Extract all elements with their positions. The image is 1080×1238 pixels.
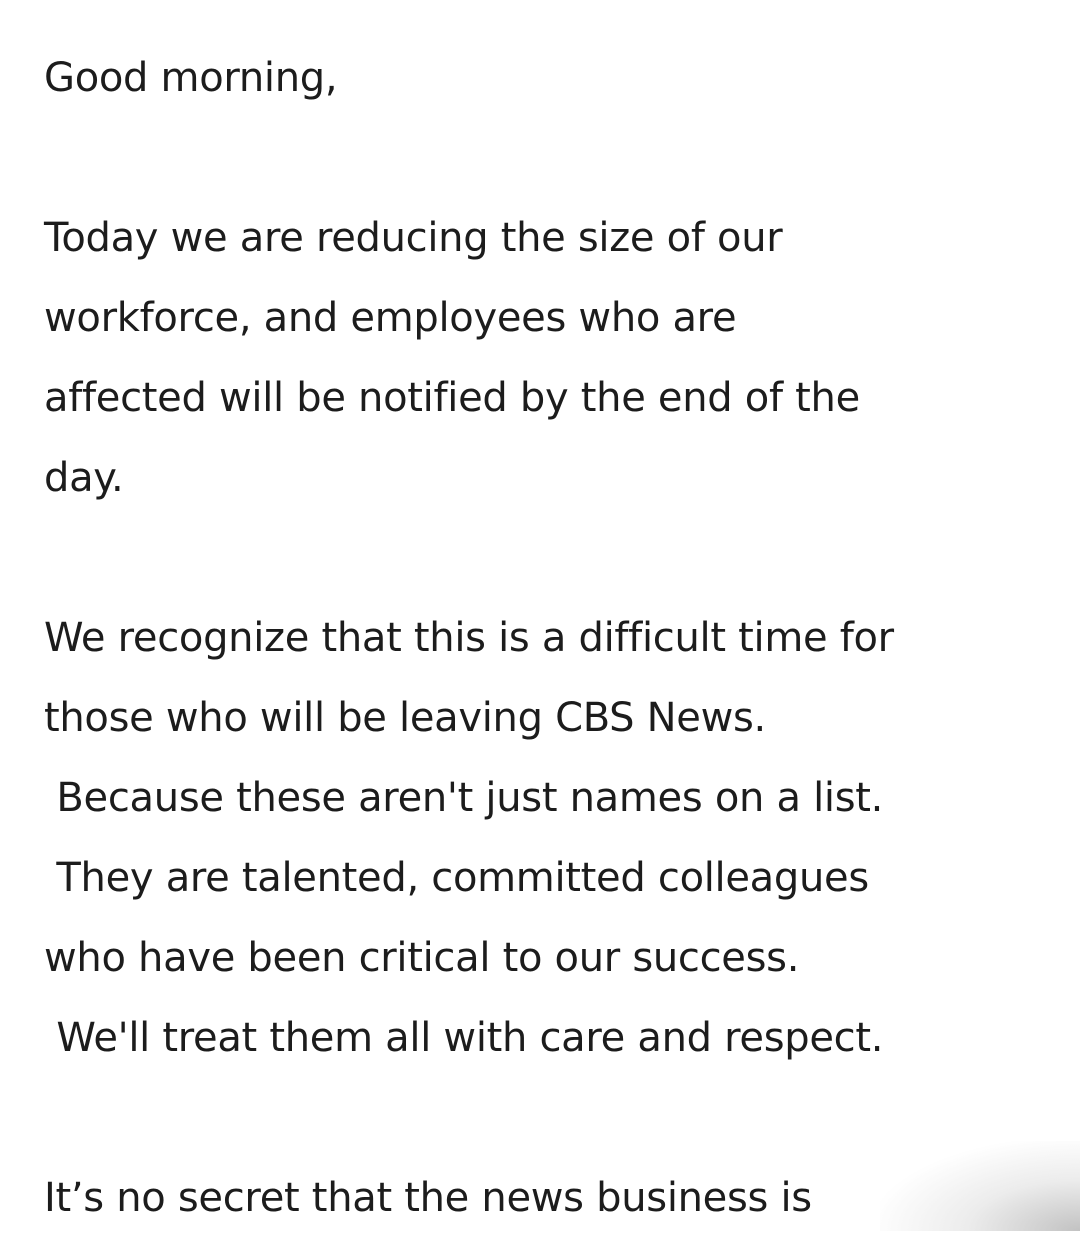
text-line: We'll treat them all with care and respect. [44, 1015, 884, 1061]
text-line: who have been critical to our success. [44, 935, 800, 981]
text-line: It’s no secret that the news business is [44, 1175, 812, 1221]
text-line: Because these aren't just names on a list. [44, 775, 884, 821]
text-line: Today we are reducing the size of our [44, 215, 783, 261]
text-line: They are talented, committed colleagues [44, 855, 869, 901]
email-body [44, 38, 1054, 1238]
paragraph-gap [44, 1078, 1054, 1158]
paragraph-1 [44, 198, 1054, 518]
paragraph-gap [44, 118, 1054, 198]
paragraph-3 [44, 1158, 1054, 1238]
text-line: affected will be notified by the end of the [44, 375, 860, 421]
text-line: We recognize that this is a difficult time for [44, 615, 894, 661]
text-line: day. [44, 455, 124, 501]
paragraph-2 [44, 598, 1054, 1078]
text-line: those who will be leaving CBS News. [44, 695, 766, 741]
paragraph-gap [44, 518, 1054, 598]
greeting-line: Good morning, [44, 55, 338, 101]
text-line: workforce, and employees who are [44, 295, 737, 341]
